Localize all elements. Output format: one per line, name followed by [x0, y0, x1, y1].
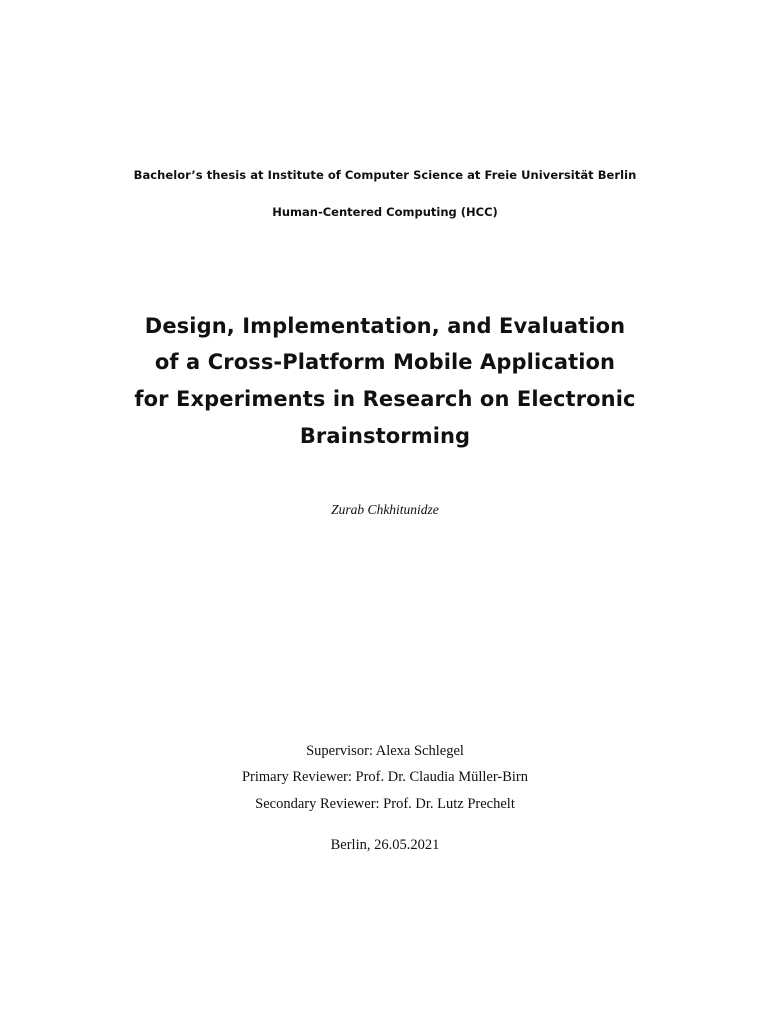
place-and-date: Berlin, 26.05.2021 [330, 837, 440, 853]
thesis-title-line-3: for Experiments in Research on Electronic [134, 387, 636, 411]
author-name: Zurab Chkhitunidze [331, 502, 439, 517]
primary-reviewer-line: Primary Reviewer: Prof. Dr. Claudia Müller-Birn [241, 769, 529, 785]
thesis-title-line-1: Design, Implementation, and Evaluation [144, 314, 626, 338]
supervisor-line: Supervisor: Alexa Schlegel [306, 743, 464, 759]
research-group-line: Human-Centered Computing (HCC) [272, 205, 498, 219]
institute-line: Bachelor’s thesis at Institute of Computer Science at Freie Universität Berlin [133, 168, 637, 182]
thesis-title-line-4: Brainstorming [299, 424, 471, 448]
thesis-title-line-2: of a Cross-Platform Mobile Application [154, 350, 616, 374]
secondary-reviewer-line: Secondary Reviewer: Prof. Dr. Lutz Prechelt [255, 796, 515, 812]
